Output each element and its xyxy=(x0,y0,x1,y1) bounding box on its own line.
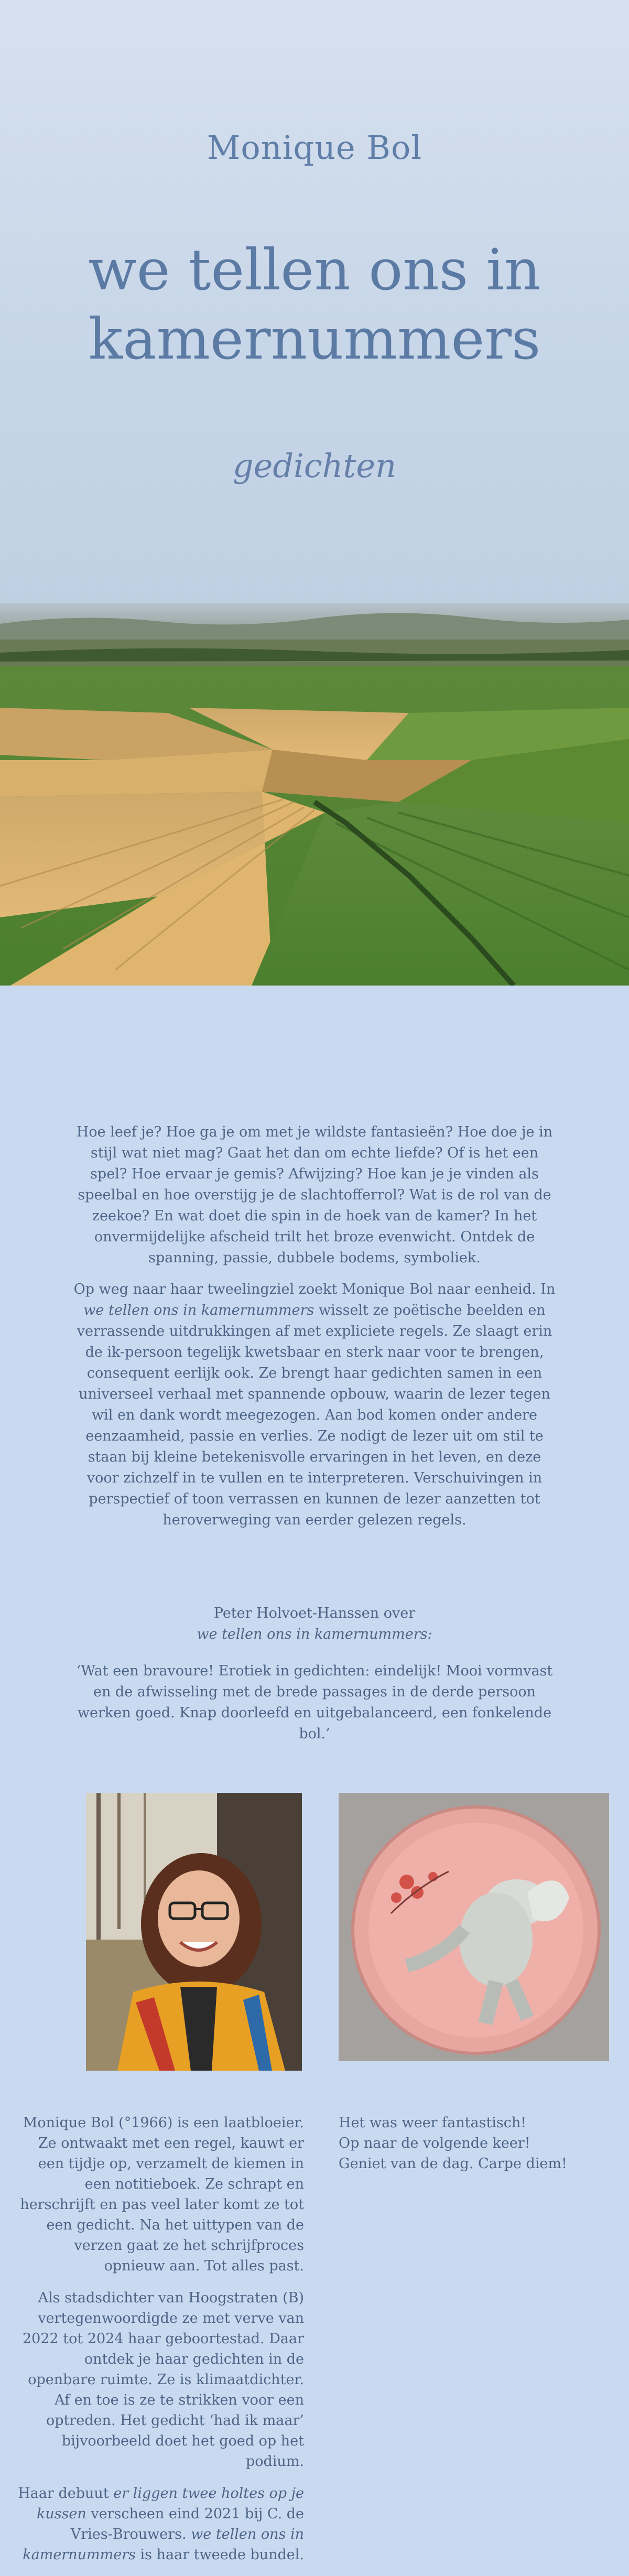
bio-text: verscheen eind 2021 bij C. de Vries-Brouwers. xyxy=(70,2506,304,2542)
blurb-paragraph-2 xyxy=(73,1279,556,1531)
book-subtitle: gedichten xyxy=(232,447,397,485)
bio-paragraph-2: Als stadsdichter van Hoogstraten (B) vertegenwoordigde ze met verve van 2022 tot 2024 haar geboortestad. Daar ontdek je haar gedichten in de openbare ruimte. Ze is klimaatdichter. Af en toe is ze te strikken voor een optreden. Het gedicht ‘had ik maar’ bijvoorbeeld doet het goed op het podium. xyxy=(23,2290,304,2470)
review-block xyxy=(0,1603,629,1745)
reviewed-book-title: we tellen ons in kamernummers: xyxy=(197,1626,432,1642)
bio-paragraph-3 xyxy=(16,2483,304,2565)
book-title-inline: we tellen ons in kamernummers xyxy=(83,1302,314,1318)
reviewed-book xyxy=(0,1624,629,1645)
blurb-text: wisselt ze poëtische beelden en verrassende uitdrukkingen af met expliciete regels. Ze slaagt erin de ik-persoon tegelijk kwetsbaar en sterk naar voor te brengen, consequent eerlijk ook. Ze brengt haar gedichten samen in een universeel verhaal met spannende opbouw, waarin de lezer tegen wil en dank wordt meegezogen. Aan bod komen onder andere eenzaamheid, passie en verlies. Ze nodigt de lezer uit om stil te staan bij kleine betekenisvolle ervaringen in het leven, en deze voor zichzelf in te vullen en te interpreteren. Verschuivingen in perspectief of toon verrassen en kunnen de lezer aanzetten tot heroverweging van eerder gelezen regels. xyxy=(77,1302,552,1528)
author-name: Monique Bol xyxy=(207,128,422,167)
reviewer-name: Peter Holvoet-Hanssen over xyxy=(213,1605,416,1621)
bio-text: Haar debuut xyxy=(18,2485,114,2502)
blurb-text: Op weg naar haar tweelingziel zoekt Monique Bol naar eenheid. In xyxy=(73,1281,556,1297)
note-line-2: Op naar de volgende keer! xyxy=(339,2135,530,2151)
book-cover xyxy=(0,0,629,986)
title-line-2: kamernummers xyxy=(88,307,541,372)
review-quote: ‘Wat een bravoure! Erotiek in gedichten: eindelijk! Mooi vormvast en de afwisseling met de brede passages in de derde persoon werken goed. Knap doorleefd en uitgebalanceerd, een fonkelende bol.’ xyxy=(76,1663,553,1742)
debut-title: er liggen twee holtes op je kussen xyxy=(36,2485,304,2522)
blurb-paragraph-1: Hoe leef je? Hoe ga je om met je wildste fantasieën? Hoe doe je in stijl wat niet mag? Gaat het dan om echte liefde? Of is het een spel? Hoe ervaar je gemis? Afwijzing? Hoe kan je je vinden als speelbal en hoe overstijg je de slachtofferrol? Wat is de rol van de zeekoe? En wat doet die spin in de hoek van de kamer? In het onvermijdelijke afscheid trilt het broze evenwicht. Ontdek de spanning, passie, dubbele bodems, symboliek. xyxy=(76,1124,553,1266)
landscape-image xyxy=(0,603,629,986)
decorative-plate-photo xyxy=(339,1793,609,2061)
bio-text: is haar tweede bundel. xyxy=(135,2547,304,2563)
back-cover-blurb xyxy=(0,1122,629,1531)
title-line-1: we tellen ons in xyxy=(88,237,541,303)
book-title-inline: we tellen ons in kamernummers xyxy=(23,2526,304,2563)
author-photo xyxy=(86,1793,302,2071)
note-line-1: Het was weer fantastisch! xyxy=(339,2115,527,2131)
note-line-3: Geniet van de dag. Carpe diem! xyxy=(339,2156,567,2172)
bio-paragraph-1: Monique Bol (°1966) is een laatbloeier. Ze ontwaakt met een regel, kauwt er een tijdje op, verzamelt de kiemen in een notitieboek. Ze schrapt en herschrijft en pas veel later komt ze tot een gedicht. Na het uittypen van de verzen gaat ze het schrijfproces opnieuw aan. Tot alles past. xyxy=(20,2115,304,2274)
closing-note xyxy=(339,2113,611,2174)
book-title xyxy=(0,236,629,374)
author-bio xyxy=(16,2113,304,2565)
